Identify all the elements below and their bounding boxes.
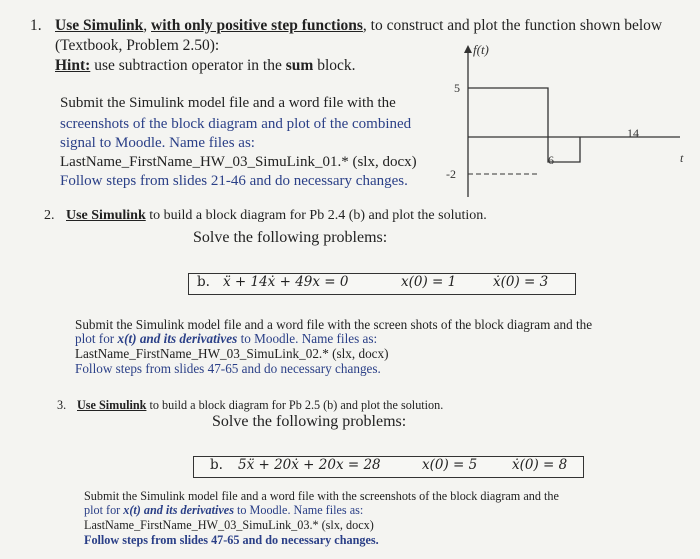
p2-derivatives: x(t) and its derivatives: [117, 331, 238, 346]
p3-submit-line-2: [84, 503, 363, 518]
problem-1-reference: (Textbook, Problem 2.50):: [55, 37, 220, 54]
p1-submit-line-3: signal to Moodle. Name files as:: [60, 135, 255, 151]
tick-5: 5: [454, 81, 460, 95]
problem-2-text: [66, 208, 487, 224]
y-label: f(t): [473, 42, 489, 57]
eq2-ic1: x(0) = 1: [401, 274, 457, 290]
p2-to-moodle: to Moodle. Name files as:: [237, 331, 378, 346]
p1-submit-line-2: screenshots of the block diagram and plot of the combined: [60, 116, 412, 132]
p2-submit-line-2: [75, 331, 377, 347]
problem-1-number: 1.: [30, 17, 42, 34]
problem-1-link[interactable]: Use Simulink: [55, 17, 144, 34]
problem-1-constraint: with only positive step functions: [151, 17, 363, 34]
problem-3-equation: [193, 456, 584, 478]
hint-end: block.: [313, 57, 356, 74]
tick-6: 6: [548, 153, 554, 167]
problem-2-link[interactable]: Use Simulink: [66, 208, 146, 223]
tick-neg2: -2: [446, 167, 456, 181]
tick-14: 14: [627, 126, 639, 140]
x-label: t: [680, 151, 684, 165]
eq2-ode: ẍ + 14ẋ + 49x = 0: [223, 274, 349, 290]
eq3-ode: 5ẍ + 20ẋ + 20x = 28: [238, 457, 381, 473]
problem-1-title-rest: , to construct and plot the function shown below: [362, 17, 663, 34]
problem-2-number: 2.: [44, 208, 55, 223]
p1-submit-line-1: Submit the Simulink model file and a word file with the: [60, 95, 396, 111]
problem-3-link[interactable]: Use Simulink: [77, 398, 147, 412]
problem-1-comma: ,: [143, 17, 152, 34]
problem-2-solve: Solve the following problems:: [193, 229, 388, 246]
p3-submit-line-1: Submit the Simulink model file and a word file with the screenshots of the block diagram and the: [84, 489, 559, 503]
eq2-ic2: ẋ(0) = 3: [493, 274, 549, 290]
p3-derivatives: x(t) and its derivatives: [123, 503, 234, 517]
p3-to-moodle: to Moodle. Name files as:: [233, 503, 364, 517]
hint-label: Hint:: [55, 57, 91, 74]
problem-1-title: [55, 17, 662, 35]
problem-3-solve: Solve the following problems:: [212, 413, 407, 430]
eq2-label: b.: [197, 274, 210, 290]
problem-2-desc: to build a block diagram for Pb 2.4 (b) and plot the solution.: [145, 208, 487, 223]
hint-bold: sum: [285, 57, 314, 74]
step-function-graph: [440, 42, 695, 202]
pulse-5: [468, 88, 548, 137]
p3-plot-for: plot for: [84, 503, 124, 517]
problem-2-equation: [188, 273, 576, 295]
p3-submit-line-4: Follow steps from slides 47-65 and do necessary changes.: [84, 533, 379, 547]
p2-submit-line-4: Follow steps from slides 47-65 and do necessary changes.: [75, 361, 381, 376]
eq3-label: b.: [210, 457, 223, 473]
hint-text: use subtraction operator in the: [90, 57, 286, 74]
p1-submit-line-4: LastName_FirstName_HW_03_SimuLink_01.* (slx, docx): [60, 154, 417, 170]
problem-3-desc: to build a block diagram for Pb 2.5 (b) and plot the solution.: [146, 398, 444, 412]
y-axis-arrow: [464, 45, 472, 53]
p3-submit-line-3: LastName_FirstName_HW_03_SimuLink_03.* (slx, docx): [84, 518, 374, 532]
eq3-ic1: x(0) = 5: [422, 457, 478, 473]
problem-3-number: 3.: [57, 398, 67, 412]
eq3-ic2: ẋ(0) = 8: [512, 457, 568, 473]
p2-submit-line-1: Submit the Simulink model file and a word file with the screen shots of the block diagram and the: [75, 317, 593, 332]
p2-plot-for: plot for: [75, 331, 118, 346]
p1-submit-line-5: Follow steps from slides 21-46 and do necessary changes.: [60, 173, 408, 189]
problem-1-hint: [55, 57, 356, 75]
problem-3-text: [77, 398, 443, 413]
p2-submit-line-3: LastName_FirstName_HW_03_SimuLink_02.* (slx, docx): [75, 346, 389, 361]
